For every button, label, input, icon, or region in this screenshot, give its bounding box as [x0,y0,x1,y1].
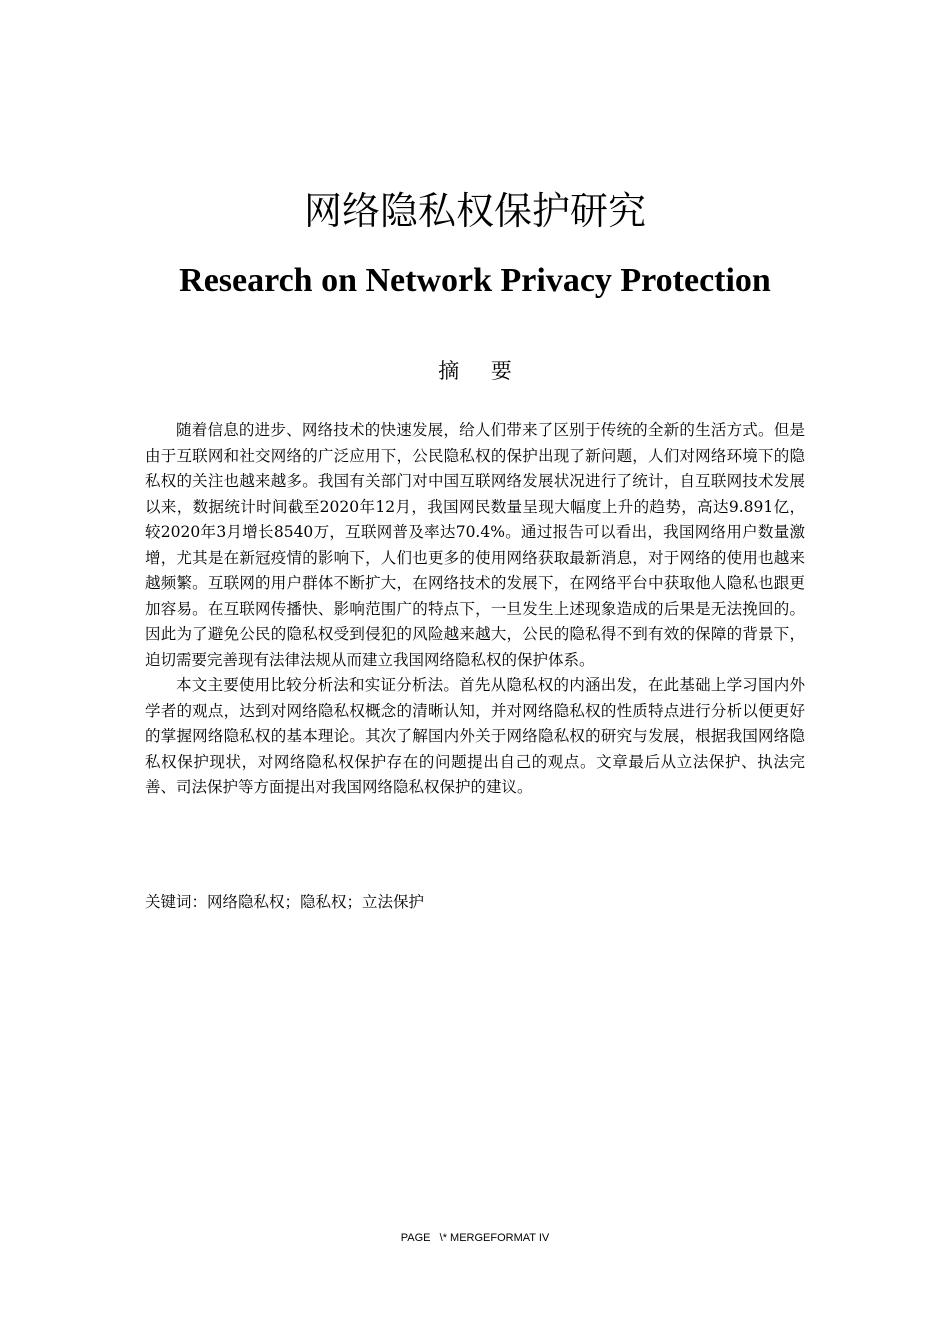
abstract-heading-char-2: 要 [490,359,512,383]
abstract-heading-char-1: 摘 [438,359,460,383]
title-english: Research on Network Privacy Protection [179,262,771,299]
abstract-body [145,418,805,801]
title-chinese: 网络隐私权保护研究 [303,189,646,233]
abstract-paragraph-1: 随着信息的进步、网络技术的快速发展，给人们带来了区别于传统的全新的生活方式。但是由于互联网和社交网络的广泛应用下，公民隐私权的保护出现了新问题，人们对网络环境下的隐私权的关注也越来越多。我国有关部门对中国互联网络发展状况进行了统计，自互联网技术发展以来，数据统计时间截至2020年12月，我国网民数量呈现大幅度上升的趋势，高达9.891亿，较2020年3月增长8540万，互联网普及率达70.4%。通过报告可以看出，我国网络用户数量激增，尤其是在新冠疫情的影响下，人们也更多的使用网络获取最新消息，对于网络的使用也越来越频繁。互联网的用户群体不断扩大，在网络技术的发展下，在网络平台中获取他人隐私也跟更加容易。在互联网传播快、影响范围广的特点下，一旦发生上述现象造成的后果是无法挽回的。因此为了避免公民的隐私权受到侵犯的风险越来越大，公民的隐私得不到有效的保障的背景下，迫切需要完善现有法律法规从而建立我国网络隐私权的保护体系。 [145,421,805,669]
page-footer-field: PAGE \* MERGEFORMAT IV [400,1232,550,1244]
abstract-heading [0,356,950,386]
keywords-line: 关键词：网络隐私权；隐私权；立法保护 [145,893,425,911]
abstract-paragraph-2: 本文主要使用比较分析法和实证分析法。首先从隐私权的内涵出发，在此基础上学习国内外学者的观点，达到对网络隐私权概念的清晰认知，并对网络隐私权的性质特点进行分析以便更好的掌握网络隐私权的基本理论。其次了解国内外关于网络隐私权的研究与发展，根据我国网络隐私权保护现状，对网络隐私权保护存在的问题提出自己的观点。文章最后从立法保护、执法完善、司法保护等方面提出对我国网络隐私权保护的建议。 [145,676,805,796]
